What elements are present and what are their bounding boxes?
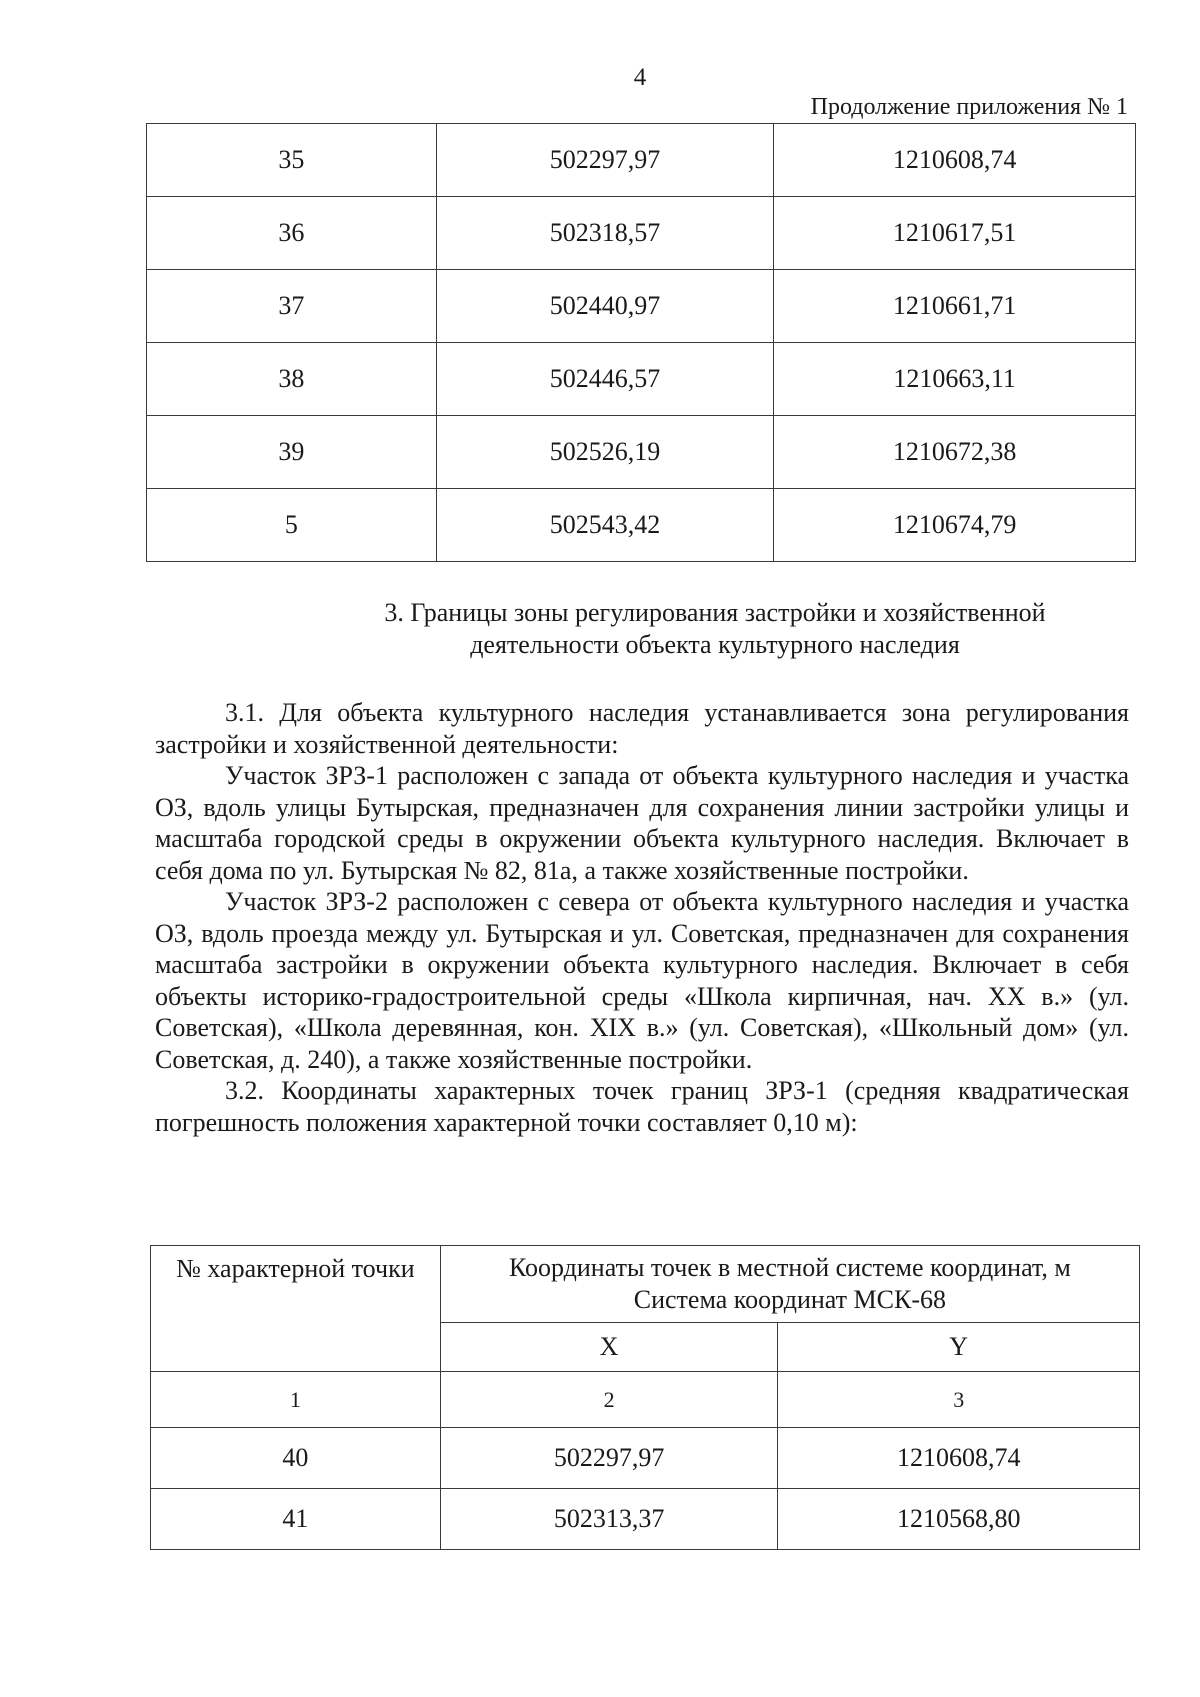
table-row xyxy=(147,124,1136,197)
x-cell: 502313,37 xyxy=(440,1489,778,1550)
y-cell: 1210608,74 xyxy=(778,1428,1140,1489)
x-cell: 502297,97 xyxy=(436,124,774,197)
header-y: Y xyxy=(778,1323,1140,1372)
paragraph-zrz-1: Участок ЗРЗ-1 расположен с запада от объекта культурного наследия и участка ОЗ, вдоль улицы Бутырская, предназначен для сохранения линии застройки улицы и масштаба городской среды в окружении объекта культурного наследия. Включает в себя дома по ул. Бутырская № 82, 81а, а также хозяйственные постройки. xyxy=(155,761,1129,885)
section-heading-line: 3. Границы зоны регулирования застройки и хозяйственной xyxy=(384,598,1046,627)
column-number-row xyxy=(151,1372,1140,1428)
x-cell: 502297,97 xyxy=(440,1428,778,1489)
section-body xyxy=(155,697,1129,1138)
x-cell: 502543,42 xyxy=(436,489,774,562)
column-number: 3 xyxy=(778,1372,1140,1428)
table-row xyxy=(147,197,1136,270)
x-cell: 502526,19 xyxy=(436,416,774,489)
page-number: 4 xyxy=(633,64,647,91)
paragraph-3-1: 3.1. Для объекта культурного наследия устанавливается зона регулирования застройки и хозяйственной деятельности: xyxy=(155,698,1129,759)
table-header-row xyxy=(151,1246,1140,1323)
point-cell: 41 xyxy=(151,1489,441,1550)
y-cell: 1210672,38 xyxy=(774,416,1136,489)
point-cell: 38 xyxy=(147,343,437,416)
header-coordinates-line: Координаты точек в местной системе координат, м xyxy=(508,1253,1071,1282)
table-row xyxy=(151,1428,1140,1489)
header-x: X xyxy=(440,1323,778,1372)
table-row xyxy=(147,270,1136,343)
y-cell: 1210663,11 xyxy=(774,343,1136,416)
paragraph-3-2: 3.2. Координаты характерных точек границ ЗРЗ-1 (средняя квадратическая погрешность положения характерной точки составляет 0,10 м): xyxy=(155,1076,1129,1137)
table-row xyxy=(147,343,1136,416)
coordinates-table-continued xyxy=(146,123,1136,562)
table-row xyxy=(147,489,1136,562)
column-number: 1 xyxy=(151,1372,441,1428)
x-cell: 502440,97 xyxy=(436,270,774,343)
section-heading-line: деятельности объекта культурного наследия xyxy=(470,630,960,659)
table-row xyxy=(147,416,1136,489)
y-cell: 1210661,71 xyxy=(774,270,1136,343)
point-cell: 36 xyxy=(147,197,437,270)
point-cell: 39 xyxy=(147,416,437,489)
y-cell: 1210674,79 xyxy=(774,489,1136,562)
point-cell: 35 xyxy=(147,124,437,197)
x-cell: 502318,57 xyxy=(436,197,774,270)
point-cell: 40 xyxy=(151,1428,441,1489)
header-point-number: № характерной точки xyxy=(151,1246,441,1372)
coordinates-table-zrz-1 xyxy=(150,1245,1140,1550)
section-heading xyxy=(150,597,1200,661)
x-cell: 502446,57 xyxy=(436,343,774,416)
column-number: 2 xyxy=(440,1372,778,1428)
header-coordinates xyxy=(440,1246,1139,1323)
y-cell: 1210608,74 xyxy=(774,124,1136,197)
y-cell: 1210568,80 xyxy=(778,1489,1140,1550)
point-cell: 37 xyxy=(147,270,437,343)
continuation-label: Продолжение приложения № 1 xyxy=(810,94,1128,120)
header-coordinates-line: Система координат МСК-68 xyxy=(633,1285,946,1314)
y-cell: 1210617,51 xyxy=(774,197,1136,270)
table-row xyxy=(151,1489,1140,1550)
point-cell: 5 xyxy=(147,489,437,562)
paragraph-zrz-2: Участок ЗРЗ-2 расположен с севера от объекта культурного наследия и участка ОЗ, вдоль проезда между ул. Бутырская и ул. Советская, предназначен для сохранения масштаба застройки в окружении объекта культурного наследия. Включает в себя объекты историко-градостроительной среды «Школа кирпичная, нач. XX в.» (ул. Советская), «Школа деревянная, кон. XIX в.» (ул. Советская), «Школьный дом» (ул. Советская, д. 240), а также хозяйственные постройки. xyxy=(155,887,1129,1074)
